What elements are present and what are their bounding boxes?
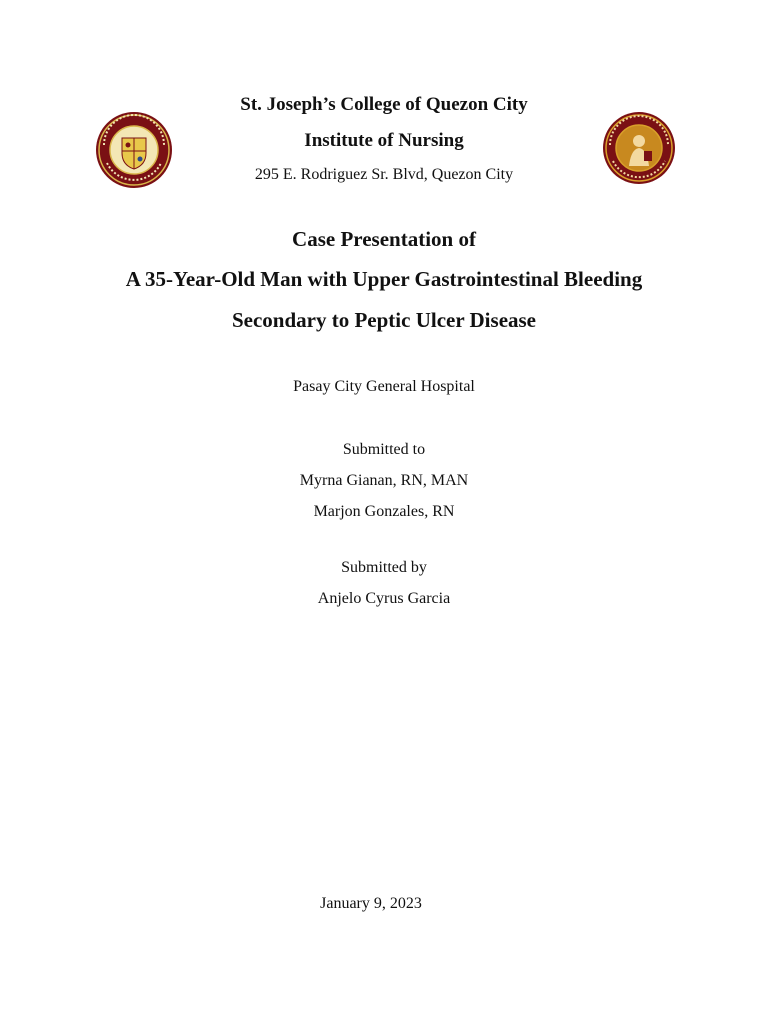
- submitted-to-label: Submitted to: [342, 441, 426, 458]
- submitted-to-name-1: Myrna Gianan, RN, MAN: [299, 472, 469, 489]
- submitted-by-label: Submitted by: [341, 559, 427, 576]
- title-line-1: Case Presentation of: [292, 227, 476, 251]
- submission-date: January 9, 2023: [320, 895, 422, 912]
- institute-name: Institute of Nursing: [304, 130, 464, 151]
- college-address: 295 E. Rodriguez Sr. Blvd, Quezon City: [254, 166, 514, 183]
- title-line-3: Secondary to Peptic Ulcer Disease: [231, 308, 537, 332]
- college-name: St. Joseph’s College of Quezon City: [240, 94, 528, 115]
- submitted-to-name-2: Marjon Gonzales, RN: [313, 503, 455, 520]
- hospital-name: Pasay City General Hospital: [293, 378, 475, 395]
- title-line-2: A 35-Year-Old Man with Upper Gastrointestinal Bleeding: [125, 267, 643, 291]
- submitted-by-name: Anjelo Cyrus Garcia: [317, 590, 451, 607]
